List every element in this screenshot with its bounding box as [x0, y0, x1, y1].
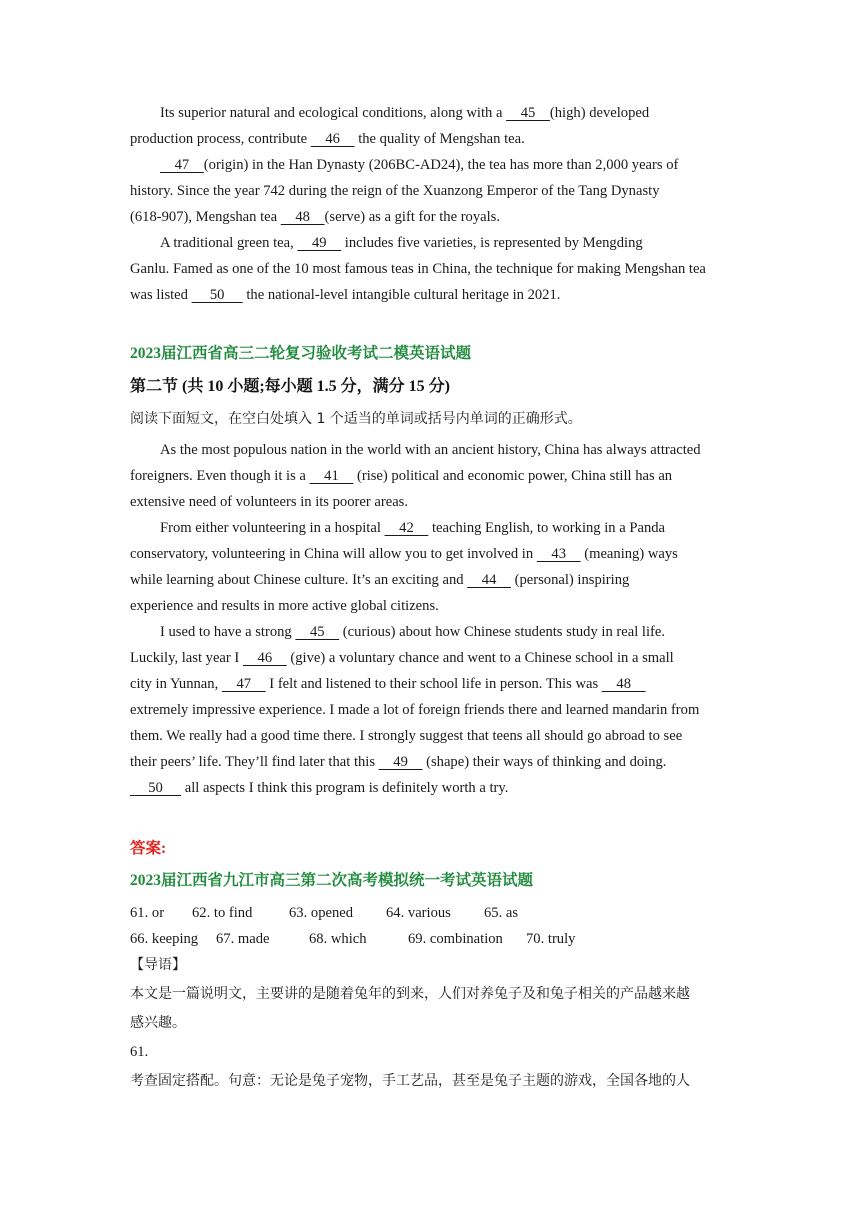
passage2-line11: extremely impressive experience. I made a lot of foreign friends there and learned mandarin from	[130, 702, 700, 718]
blank-44: 44	[467, 572, 511, 588]
text: (rise) political and economic power, China still has an	[353, 468, 673, 484]
answer-item: 66. keeping	[130, 931, 199, 947]
blank-47b: 47	[221, 676, 266, 692]
text: A traditional green tea,	[160, 235, 298, 251]
passage2-line3: extensive need of volunteers in its poorer areas.	[130, 494, 408, 510]
passage2-line2	[130, 463, 672, 489]
passage1-line6	[160, 230, 643, 256]
passage1-line4: history. Since the year 742 during the reign of the Xuanzong Emperor of the Tang Dynasty	[130, 183, 660, 199]
passage2-line14	[130, 775, 508, 801]
passage1-line8	[130, 282, 560, 308]
blank-42: 42	[384, 520, 429, 536]
text: (curious) about how Chinese students study in real life.	[339, 624, 666, 640]
text: (shape) their ways of thinking and doing.	[422, 754, 667, 770]
text: I felt and listened to their school life in person. This was	[265, 676, 602, 692]
text: (serve) as a gift for the royals.	[324, 209, 501, 225]
answer-item: 64. various	[386, 905, 451, 921]
blank-41: 41	[309, 468, 354, 484]
guide-label: 【导语】	[130, 957, 186, 973]
passage2-line10	[130, 671, 646, 697]
answer-row-2	[130, 926, 575, 952]
passage1-line5	[130, 204, 500, 230]
passage1-line3	[160, 152, 678, 178]
answer-item: 67. made	[216, 931, 270, 947]
text: From either volunteering in a hospital	[160, 520, 385, 536]
text: I used to have a strong	[160, 624, 296, 640]
passage2-line4	[160, 515, 665, 541]
blank-46b: 46	[242, 650, 287, 666]
answer-item: 65. as	[484, 905, 519, 921]
blank-48: 48	[280, 209, 325, 225]
passage2-line1: As the most populous nation in the world with an ancient history, China has always attracted	[160, 442, 701, 458]
text: city in Yunnan,	[130, 676, 222, 692]
blank-46: 46	[310, 131, 355, 147]
blank-50: 50	[191, 287, 243, 303]
blank-43: 43	[536, 546, 581, 562]
passage2-line7: experience and results in more active global citizens.	[130, 598, 439, 614]
passage2-line8	[160, 619, 665, 645]
text: all aspects I think this program is definitely worth a try.	[181, 780, 509, 796]
passage2-line13	[130, 749, 666, 775]
passage2-line12: them. We really had a good time there. I strongly suggest that teens all should go abroad to see	[130, 728, 683, 744]
answer-exam-title: 2023届江西省九江市高三第二次高考模拟统一考试英语试题	[130, 872, 534, 889]
text: (meaning) ways	[580, 546, 678, 562]
passage1-line2	[130, 126, 525, 152]
text: (origin) in the Han Dynasty (206BC-AD24), the tea has more than 2,000 years of	[203, 157, 679, 173]
blank-45b: 45	[295, 624, 340, 640]
answer-item: 63. opened	[289, 905, 354, 921]
text: their peers’ life. They’ll find later that this	[130, 754, 379, 770]
text: (high) developed	[549, 105, 650, 121]
guide-line2: 感兴趣。	[130, 1015, 186, 1031]
text: while learning about Chinese culture. It’s an exciting and	[130, 572, 468, 588]
answer-item: 70. truly	[526, 931, 576, 947]
text: (personal) inspiring	[510, 572, 630, 588]
text: (give) a voluntary chance and went to a Chinese school in a small	[286, 650, 674, 666]
text: production process, contribute	[130, 131, 311, 147]
text: conservatory, volunteering in China will allow you to get involved in	[130, 546, 537, 562]
passage2-line6	[130, 567, 629, 593]
text: was listed	[130, 287, 192, 303]
explanation-line1: 考查固定搭配。句意：无论是兔子宠物，手工艺品，甚至是兔子主题的游戏，全国各地的人	[130, 1073, 690, 1089]
text: Luckily, last year I	[130, 650, 243, 666]
text: the national-level intangible cultural heritage in 2021.	[242, 287, 561, 303]
passage2-line5	[130, 541, 678, 567]
blank-50b: 50	[130, 780, 182, 796]
instruction: 阅读下面短文，在空白处填入 1 个适当的单词或括号内单词的正确形式。	[130, 411, 582, 427]
text: Its superior natural and ecological conditions, along with a	[160, 105, 507, 121]
question-61-label: 61.	[130, 1044, 149, 1060]
answer-label: 答案:	[130, 840, 167, 857]
blank-47: 47	[160, 157, 204, 173]
passage1-line1	[160, 100, 649, 126]
answer-item: 61. or	[130, 905, 165, 921]
text: teaching English, to working in a Panda	[428, 520, 666, 536]
section-title: 第二节 (共 10 小题;每小题 1.5 分，满分 15 分)	[130, 378, 450, 395]
blank-49b: 49	[378, 754, 423, 770]
passage2-line9	[130, 645, 674, 671]
blank-48b: 48	[601, 676, 646, 692]
answer-row-1	[130, 900, 518, 926]
answer-item: 62. to find	[192, 905, 253, 921]
blank-45: 45	[506, 105, 550, 121]
guide-line1: 本文是一篇说明文，主要讲的是随着兔年的到来，人们对养兔子及和兔子相关的产品越来越	[130, 986, 690, 1002]
blank-49: 49	[297, 235, 342, 251]
passage1-line7: Ganlu. Famed as one of the 10 most famous teas in China, the technique for making Mengshan tea	[130, 261, 706, 277]
text: the quality of Mengshan tea.	[354, 131, 525, 147]
answer-item: 69. combination	[408, 931, 503, 947]
exam-title: 2023届江西省高三二轮复习验收考试二模英语试题	[130, 345, 472, 362]
answer-item: 68. which	[309, 931, 367, 947]
text: includes five varieties, is represented by Mengding	[341, 235, 643, 251]
text: (618-907), Mengshan tea	[130, 209, 281, 225]
text: foreigners. Even though it is a	[130, 468, 310, 484]
